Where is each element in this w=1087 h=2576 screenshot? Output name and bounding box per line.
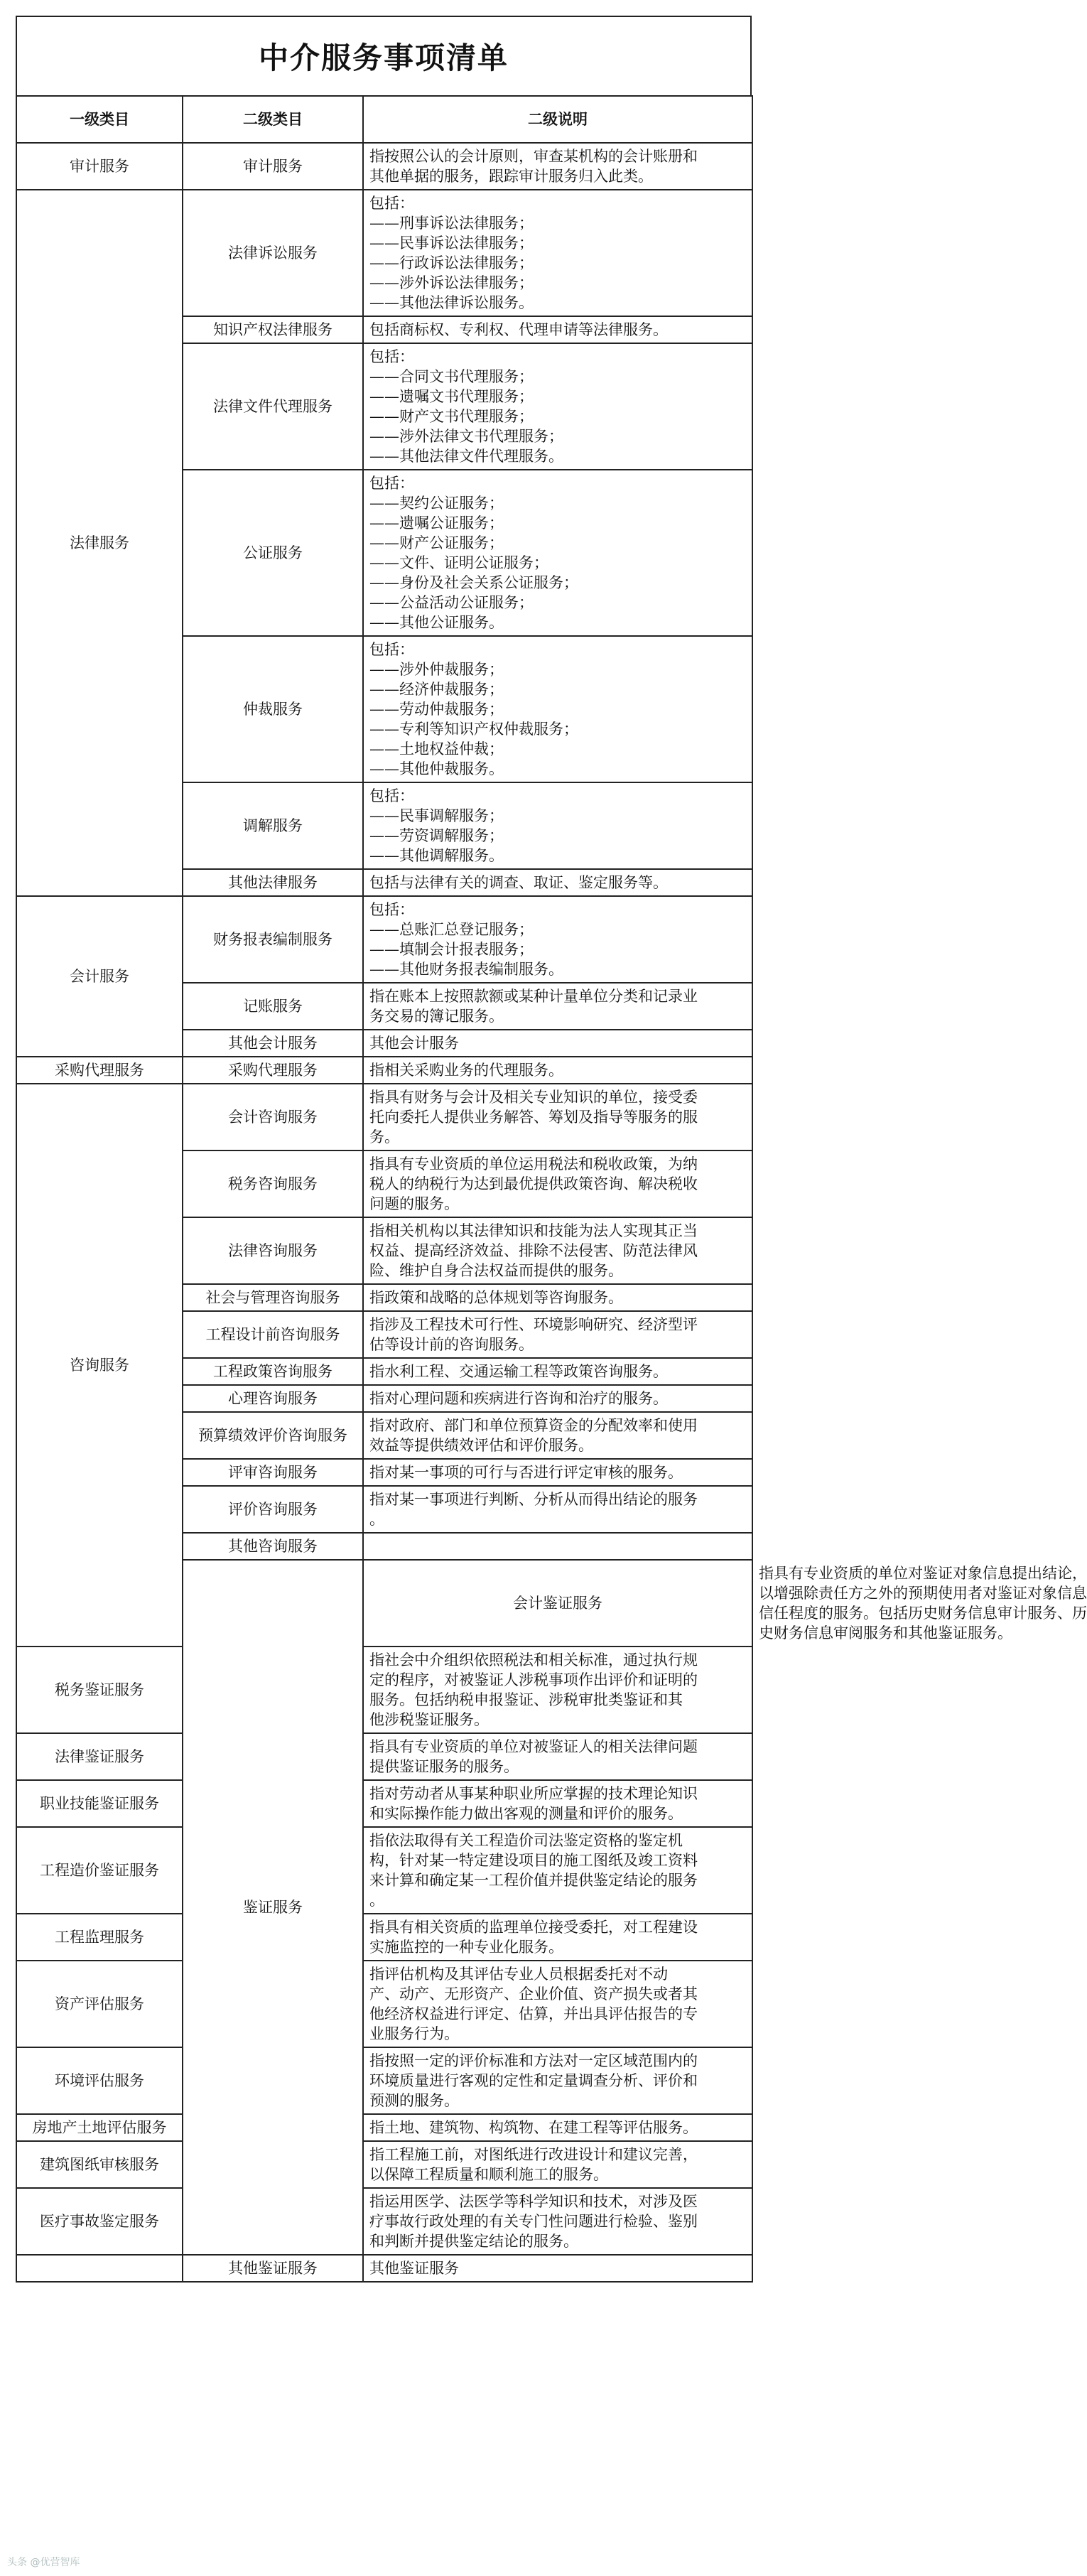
level2-cell: 审计服务 xyxy=(183,143,363,190)
table-header-row xyxy=(16,96,752,143)
description-line: 指具有专业资质的单位对被鉴证人的相关法律问题 xyxy=(369,1738,698,1755)
description-line: 指具有相关资质的监理单位接受委托，对工程建设 xyxy=(369,1919,698,1936)
description-line: 业服务行为。 xyxy=(369,2025,459,2042)
description-line: 指运用医学、法医学等科学知识和技术，对涉及医 xyxy=(369,2193,698,2210)
description-line: 税人的纳税行为达到最优提供政策咨询、解决税收 xyxy=(369,1175,698,1192)
description-line: 包括： xyxy=(369,641,414,658)
level2-cell: 法律咨询服务 xyxy=(183,1217,363,1284)
description-line: 。 xyxy=(369,1892,384,1909)
description-cell xyxy=(363,1961,752,2047)
description-line: ——其他公证服务。 xyxy=(369,614,504,631)
level2-cell: 环境评估服务 xyxy=(16,2047,183,2114)
level2-cell: 税务鉴证服务 xyxy=(16,1647,183,1733)
table-row xyxy=(16,143,752,190)
level2-cell: 其他鉴证服务 xyxy=(183,2255,363,2282)
description-line: 指水利工程、交通运输工程等政策咨询服务。 xyxy=(369,1363,668,1380)
table-body xyxy=(16,143,1087,2282)
level2-cell: 财务报表编制服务 xyxy=(183,896,363,983)
description-line: ——劳动仲裁服务； xyxy=(369,701,504,718)
description-line xyxy=(369,1536,746,1556)
description-line: ——财产文书代理服务； xyxy=(369,408,534,425)
description-cell xyxy=(363,1385,752,1412)
description-line: 指社会中介组织依照税法和相关标准，通过执行规 xyxy=(369,1651,698,1669)
description-line: ——其他法律诉讼服务。 xyxy=(369,294,534,311)
table-row xyxy=(16,2188,752,2255)
description-cell xyxy=(363,1827,752,1914)
description-line: 指具有财务与会计及相关专业知识的单位，接受委 xyxy=(369,1089,698,1106)
description-cell xyxy=(363,1459,752,1486)
description-line: 指对某一事项进行判断、分析从而得出结论的服务 xyxy=(369,1491,698,1508)
description-line: 其他鉴证服务 xyxy=(369,2260,459,2277)
description-line: 包括： xyxy=(369,475,414,492)
description-line: 问题的服务。 xyxy=(369,1195,459,1212)
description-line: 提供鉴证服务的服务。 xyxy=(369,1758,519,1775)
table-row xyxy=(16,896,752,983)
table-row xyxy=(16,1057,752,1084)
description-cell xyxy=(363,1647,752,1733)
description-line: 指政策和战略的总体规划等咨询服务。 xyxy=(369,1289,623,1306)
description-cell xyxy=(363,1030,752,1057)
page-title: 中介服务事项清单 xyxy=(16,16,752,95)
description-cell xyxy=(363,1311,752,1358)
description-line: 包括： xyxy=(369,901,414,918)
description-line: 务交易的簿记服务。 xyxy=(369,1008,504,1025)
description-cell xyxy=(363,1217,752,1284)
level2-cell: 工程监理服务 xyxy=(16,1914,183,1961)
level2-cell: 记账服务 xyxy=(183,983,363,1030)
level2-cell: 建筑图纸审核服务 xyxy=(16,2141,183,2188)
description-line: 包括与法律有关的调查、取证、鉴定服务等。 xyxy=(369,874,668,891)
description-line: 包括： xyxy=(369,195,414,212)
description-cell xyxy=(363,1533,752,1560)
description-line: 指土地、建筑物、构筑物、在建工程等评估服务。 xyxy=(369,2119,698,2136)
description-cell xyxy=(363,1057,752,1084)
description-line: 实施监控的一种专业化服务。 xyxy=(369,1939,563,1956)
description-line: ——其他调解服务。 xyxy=(369,847,504,864)
level2-cell: 税务咨询服务 xyxy=(183,1150,363,1217)
level2-cell: 法律文件代理服务 xyxy=(183,343,363,470)
table-row xyxy=(16,2114,752,2141)
description-line: 服务。包括纳税申报鉴证、涉税审批类鉴证和其 xyxy=(369,1691,683,1708)
level2-cell: 其他咨询服务 xyxy=(183,1533,363,1560)
description-line: 其他会计服务 xyxy=(369,1035,459,1052)
description-cell xyxy=(363,2141,752,2188)
description-line: ——其他仲裁服务。 xyxy=(369,760,504,777)
level2-cell: 社会与管理咨询服务 xyxy=(183,1284,363,1311)
level1-cell: 法律服务 xyxy=(16,190,183,896)
service-table xyxy=(16,95,1087,2283)
description-line: 定的程序，对被鉴证人涉税事项作出评价和证明的 xyxy=(369,1671,698,1688)
level2-cell: 会计鉴证服务 xyxy=(363,1560,752,1647)
table-row xyxy=(16,1961,752,2047)
description-line: ——其他法律文件代理服务。 xyxy=(369,448,563,465)
description-cell xyxy=(363,1486,752,1533)
description-line: 指相关采购业务的代理服务。 xyxy=(369,1062,563,1079)
description-line: 和判断并提供鉴定结论的服务。 xyxy=(369,2233,578,2250)
level2-cell: 工程设计前咨询服务 xyxy=(183,1311,363,1358)
header-description: 二级说明 xyxy=(363,96,752,143)
level2-cell: 房地产土地评估服务 xyxy=(16,2114,183,2141)
level1-cell: 采购代理服务 xyxy=(16,1057,183,1084)
description-line: 险、维护自身合法权益而提供的服务。 xyxy=(369,1262,623,1279)
header-level2: 二级类目 xyxy=(183,96,363,143)
level2-cell: 工程造价鉴证服务 xyxy=(16,1827,183,1914)
level2-cell: 法律鉴证服务 xyxy=(16,1733,183,1780)
description-line: ——财产公证服务； xyxy=(369,534,504,551)
level1-cell: 咨询服务 xyxy=(16,1084,183,1647)
description-line: 环境质量进行客观的定性和定量调查分析、评价和 xyxy=(369,2072,698,2089)
description-line: ——经济仲裁服务； xyxy=(369,681,504,698)
description-cell xyxy=(363,1150,752,1217)
description-line: 指对劳动者从事某种职业所应掌握的技术理论知识 xyxy=(369,1785,698,1802)
level2-cell: 其他会计服务 xyxy=(183,1030,363,1057)
level1-cell xyxy=(16,2255,183,2282)
description-cell xyxy=(363,190,752,316)
description-cell xyxy=(363,636,752,782)
description-line: 务。 xyxy=(369,1128,399,1146)
table-row xyxy=(16,2141,752,2188)
description-cell xyxy=(363,1358,752,1385)
description-cell xyxy=(363,1780,752,1827)
level2-cell: 预算绩效评价咨询服务 xyxy=(183,1412,363,1459)
description-line: ——刑事诉讼法律服务； xyxy=(369,215,534,232)
table-row xyxy=(16,1647,752,1733)
description-cell xyxy=(363,1284,752,1311)
description-line: 指工程施工前，对图纸进行改进设计和建议完善， xyxy=(369,2146,698,2163)
description-line: ——填制会计报表服务； xyxy=(369,941,534,958)
description-line: 指在账本上按照款额或某种计量单位分类和记录业 xyxy=(369,988,698,1005)
description-cell xyxy=(363,470,752,636)
level2-cell: 工程政策咨询服务 xyxy=(183,1358,363,1385)
header-level1: 一级类目 xyxy=(16,96,183,143)
description-line: 来计算和确定某一工程价值并提供鉴定结论的服务 xyxy=(369,1872,698,1889)
description-line: 产、动产、无形资产、企业价值、资产损失或者其 xyxy=(369,1985,698,2003)
description-line: 指对心理问题和疾病进行咨询和治疗的服务。 xyxy=(369,1390,668,1407)
description-line: 指按照一定的评价标准和方法对一定区域范围内的 xyxy=(369,2052,698,2069)
level2-cell: 资产评估服务 xyxy=(16,1961,183,2047)
table-row xyxy=(16,1780,752,1827)
description-line: 指依法取得有关工程造价司法鉴定资格的鉴定机 xyxy=(369,1832,683,1849)
description-line: 包括： xyxy=(369,787,414,804)
description-line: ——文件、证明公证服务； xyxy=(369,554,548,571)
description-cell xyxy=(363,1733,752,1780)
level1-cell: 审计服务 xyxy=(16,143,183,190)
level2-cell: 法律诉讼服务 xyxy=(183,190,363,316)
description-line: ——行政诉讼法律服务； xyxy=(369,254,534,271)
description-line: 其他单据的服务，跟踪审计服务归入此类。 xyxy=(369,168,653,185)
table-row xyxy=(16,1914,752,1961)
description-line: 以保障工程质量和顺利施工的服务。 xyxy=(369,2166,608,2183)
table-row xyxy=(16,2255,752,2282)
description-line: 指按照公认的会计原则，审查某机构的会计账册和 xyxy=(369,148,698,165)
description-line: 指评估机构及其评估专业人员根据委托对不动 xyxy=(369,1966,668,1983)
description-line: ——公益活动公证服务； xyxy=(369,594,534,611)
description-line: ——遗嘱公证服务； xyxy=(369,514,504,532)
description-line: ——土地权益仲裁； xyxy=(369,740,504,758)
level1-cell: 鉴证服务 xyxy=(183,1560,363,2255)
description-cell xyxy=(363,343,752,470)
description-line: 指对某一事项的可行与否进行评定审核的服务。 xyxy=(369,1464,683,1481)
level2-cell: 采购代理服务 xyxy=(183,1057,363,1084)
description-cell xyxy=(363,1412,752,1459)
level2-cell: 公证服务 xyxy=(183,470,363,636)
description-line: 托向委托人提供业务解答、筹划及指导等服务的服 xyxy=(369,1109,698,1126)
description-cell xyxy=(363,896,752,983)
description-cell xyxy=(363,1084,752,1150)
description-cell xyxy=(363,869,752,896)
table-row xyxy=(16,1733,752,1780)
description-line: ——总账汇总登记服务； xyxy=(369,921,534,938)
description-line: ——涉外法律文书代理服务； xyxy=(369,428,563,445)
description-line: ——专利等知识产权仲裁服务； xyxy=(369,721,578,738)
level2-cell: 仲裁服务 xyxy=(183,636,363,782)
description-line: ——身份及社会关系公证服务； xyxy=(369,574,578,591)
description-line: 效益等提供绩效评估和评价服务。 xyxy=(369,1437,593,1454)
description-cell xyxy=(363,2047,752,2114)
description-line: 。 xyxy=(369,1511,384,1528)
description-cell xyxy=(363,1914,752,1961)
description-line: 指对政府、部门和单位预算资金的分配效率和使用 xyxy=(369,1417,698,1434)
description-line: 指具有专业资质的单位运用税法和税收政策，为纳 xyxy=(369,1155,698,1173)
description-line: 指涉及工程技术可行性、环境影响研究、经济型评 xyxy=(369,1316,698,1333)
description-line: 估等设计前的咨询服务。 xyxy=(369,1336,534,1353)
level2-cell: 评价咨询服务 xyxy=(183,1486,363,1533)
description-cell xyxy=(363,782,752,869)
description-line: ——涉外诉讼法律服务； xyxy=(369,274,534,291)
description-line: ——民事调解服务； xyxy=(369,807,504,824)
description-line: ——民事诉讼法律服务； xyxy=(369,235,534,252)
level2-cell: 其他法律服务 xyxy=(183,869,363,896)
description-line: ——其他财务报表编制服务。 xyxy=(369,961,563,978)
description-cell xyxy=(363,2188,752,2255)
description-line: 疗事故行政处理的有关专门性问题进行检验、鉴别 xyxy=(369,2213,698,2230)
description-line: ——涉外仲裁服务； xyxy=(369,661,504,678)
level2-cell: 调解服务 xyxy=(183,782,363,869)
table-row xyxy=(16,2047,752,2114)
description-line: 包括： xyxy=(369,348,414,365)
description-cell xyxy=(363,983,752,1030)
description-line: 预测的服务。 xyxy=(369,2092,459,2109)
description-line: ——合同文书代理服务； xyxy=(369,368,534,385)
level2-cell: 知识产权法律服务 xyxy=(183,316,363,343)
description-line: 他经济权益进行评定、估算，并出具评估报告的专 xyxy=(369,2005,698,2022)
description-cell xyxy=(363,316,752,343)
table-row xyxy=(16,190,752,316)
table-row xyxy=(16,1827,752,1914)
level2-cell: 评审咨询服务 xyxy=(183,1459,363,1486)
description-line: 指相关机构以其法律知识和技能为法人实现其正当 xyxy=(369,1222,698,1239)
description-cell xyxy=(363,143,752,190)
description-cell xyxy=(363,2114,752,2141)
table-row xyxy=(16,1084,752,1150)
description-line: ——契约公证服务； xyxy=(369,495,504,512)
description-line: 权益、提高经济效益、排除不法侵害、防范法律风 xyxy=(369,1242,698,1259)
description-cell xyxy=(363,2255,752,2282)
description-line: 和实际操作能力做出客观的测量和评价的服务。 xyxy=(369,1805,683,1822)
description-line: 他涉税鉴证服务。 xyxy=(369,1711,489,1728)
watermark: 头条 @优营智库 xyxy=(7,2557,80,2568)
table-row: 鉴证服务 会计鉴证服务 指具有专业资质的单位对鉴证对象信息提出结论， 以增强除责任方之外的预期使用者对鉴证对象信息 信任程度的服务。包括历史财务信息审计服务、历 史财务信息审阅服务和其他鉴证服务。 xyxy=(16,1560,752,1647)
description-line: 构，针对某一特定建设项目的施工图纸及竣工资料 xyxy=(369,1852,698,1869)
level2-cell: 会计咨询服务 xyxy=(183,1084,363,1150)
level2-cell: 医疗事故鉴定服务 xyxy=(16,2188,183,2255)
level2-cell: 心理咨询服务 xyxy=(183,1385,363,1412)
level2-cell: 职业技能鉴证服务 xyxy=(16,1780,183,1827)
description-line: 包括商标权、专利权、代理申请等法律服务。 xyxy=(369,321,668,338)
description-line: ——劳资调解服务； xyxy=(369,827,504,844)
level1-cell: 会计服务 xyxy=(16,896,183,1057)
description-line: ——遗嘱文书代理服务； xyxy=(369,388,534,405)
